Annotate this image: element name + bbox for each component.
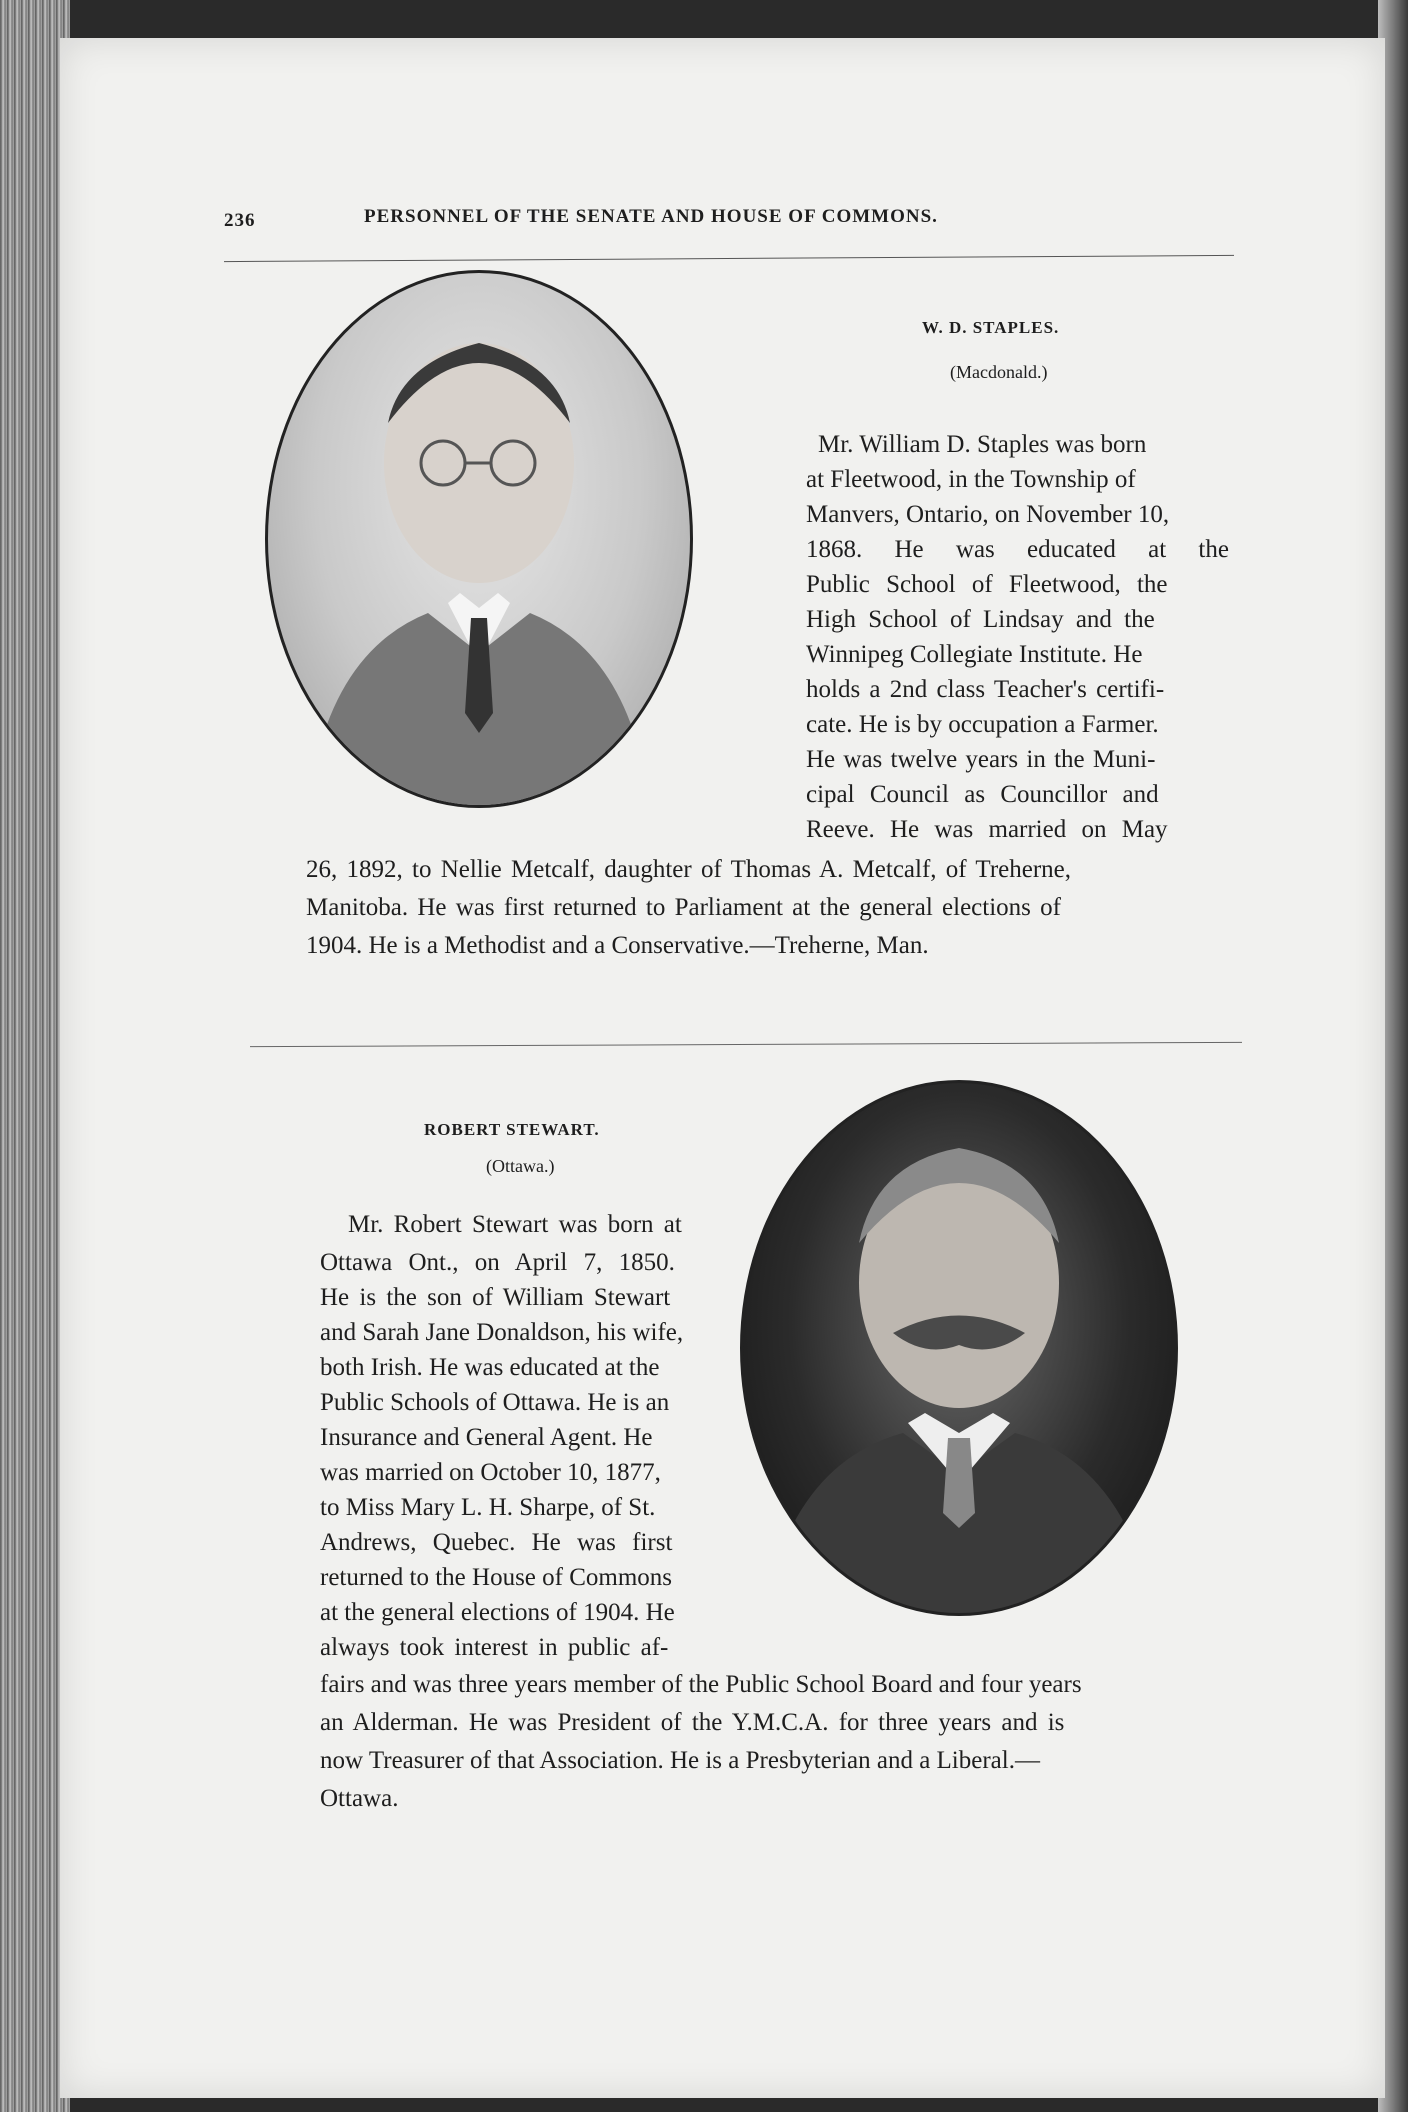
bio-line: now Treasurer of that Association. He is a Presbyterian and a Liberal.— [320,1747,1040,1774]
bio-line: Manitoba. He was first returned to Parliament at the general elections of [306,894,1061,921]
bio-line: 1904. He is a Methodist and a Conservative.—Treherne, Man. [306,932,929,959]
bio-line: Ottawa. [320,1785,399,1812]
bio-line: He was twelve years in the Muni- [806,746,1156,773]
bio-line: an Alderman. He was President of the Y.M.C.A. for three years and is [320,1709,1065,1736]
portrait-photo-icon [268,273,690,805]
entry-riding-stewart: (Ottawa.) [486,1156,555,1176]
bio-line: holds a 2nd class Teacher's certifi- [806,676,1165,703]
bio-line: High School of Lindsay and the [806,606,1155,633]
bio-line: Mr. William D. Staples was born [818,431,1147,458]
bio-line: Manvers, Ontario, on November 10, [806,501,1170,528]
bio-line: 26, 1892, to Nellie Metcalf, daughter of Thomas A. Metcalf, of Treherne, [306,856,1072,883]
bio-line: Insurance and General Agent. He [320,1424,653,1451]
entry-name-stewart: ROBERT STEWART. [424,1120,600,1139]
portrait-photo-staples [265,270,693,808]
bio-line: both Irish. He was educated at the [320,1354,660,1381]
portrait-photo-icon [743,1083,1175,1613]
bio-line: at the general elections of 1904. He [320,1599,675,1626]
bio-line: Public School of Fleetwood, the [806,571,1168,598]
bio-line: cipal Council as Councillor and [806,781,1159,808]
bio-line: to Miss Mary L. H. Sharpe, of St. [320,1494,656,1521]
bio-line: Mr. Robert Stewart was born at [348,1211,682,1238]
bio-line: and Sarah Jane Donaldson, his wife, [320,1319,684,1346]
portrait-photo-stewart [740,1080,1178,1616]
header-title: PERSONNEL OF THE SENATE AND HOUSE OF COMMONS. [364,206,938,227]
book-page [60,38,1385,2098]
bio-line: He is the son of William Stewart [320,1284,671,1311]
bio-line: returned to the House of Commons [320,1564,673,1591]
bio-line: cate. He is by occupation a Farmer. [806,711,1159,738]
bio-line: at Fleetwood, in the Township of [806,466,1136,493]
page-number: 236 [224,210,256,231]
bio-line: Andrews, Quebec. He was first [320,1529,673,1556]
bio-line: fairs and was three years member of the Public School Board and four years [320,1671,1082,1698]
bio-line: 1868. He was educated at the [806,536,1229,563]
bio-line: Winnipeg Collegiate Institute. He [806,641,1143,668]
entry-name-staples: W. D. STAPLES. [922,318,1060,337]
bio-line: Ottawa Ont., on April 7, 1850. [320,1249,675,1276]
bio-line: Public Schools of Ottawa. He is an [320,1389,670,1416]
bio-line: always took interest in public af- [320,1634,669,1661]
bio-line: Reeve. He was married on May [806,816,1168,843]
entry-riding-staples: (Macdonald.) [950,362,1048,382]
bio-line: was married on October 10, 1877, [320,1459,661,1486]
